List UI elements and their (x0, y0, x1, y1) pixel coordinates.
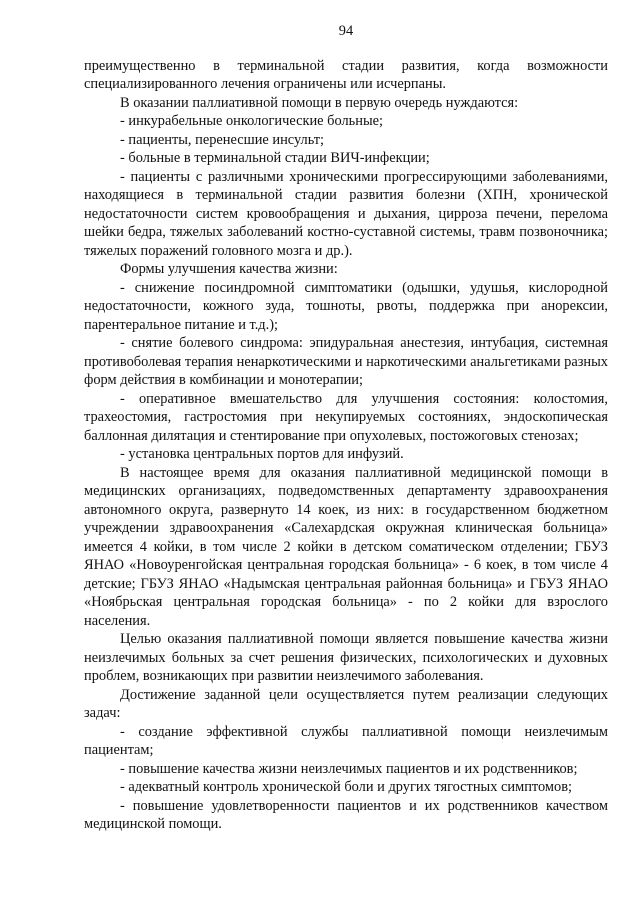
list-item-hiv: - больные в терминальной стадии ВИЧ-инфекции; (120, 150, 430, 166)
list-item-symptoms: - снижение посиндромной симптоматики (одышки, удушья, кислородной недостаточности, кожного зуда, тошноты, рвоты, поддержка при анорексии, парентеральное питание и т.д.); (84, 279, 608, 333)
list-item-pain-control: - адекватный контроль хронической боли и других тягостных симптомов; (120, 779, 573, 795)
list-item-service: - создание эффективной службы паллиативной помощи неизлечимым пациентам; (84, 723, 608, 758)
list-item-oncology: - инкурабельные онкологические больные; (120, 113, 383, 129)
list-item-pain: - снятие болевого синдрома: эпидуральная анестезия, интубация, системная противоболевая терапия ненаркотическими и наркотическими анальгетиками разных форм действия в комбинации и монотерапии; (84, 335, 608, 388)
list-item-chronic: - пациенты с различными хроническими прогрессирующими заболеваниями, находящиеся в терминальной стадии развития болезни (ХПН, хронической недостаточности систем кровообращения и дыхания, цирроза печени, перелома шейки бедра, тяжелых заболеваний костно-суставной системы, травм позвоночника; тяжелых поражений головного мозга и др.). (84, 168, 608, 259)
list-item-quality: - повышение качества жизни неизлечимых пациентов и их родственников; (120, 760, 578, 777)
document-page (84, 22, 608, 834)
paragraph-needs-intro: В оказании паллиативной помощи в первую очередь нуждаются: (120, 94, 519, 111)
list-item-ports: - установка центральных портов для инфузий. (120, 446, 404, 462)
paragraph-tasks-intro: Достижение заданной цели осуществляется путем реализации следующих задач: (84, 686, 608, 721)
list-item-stroke: - пациенты, перенесшие инсульт; (120, 131, 325, 148)
paragraph-goal: Целью оказания паллиативной помощи является повышение качества жизни неизлечимых больных за счет решения физических, психологических и духовных проблем, возникающих при развитии неизлечимого заболевания. (84, 631, 608, 684)
list-item-surgery: - оперативное вмешательство для улучшения состояния: колостомия, трахеостомия, гастростомия при некупируемых состояниях, эндоскопическая баллонная дилятация и стентирование при опухолевых, постожоговых стенозах; (84, 390, 608, 444)
paragraph-continuation: преимущественно в терминальной стадии развития, когда возможности специализированного лечения ограничены или исчерпаны. (84, 57, 608, 92)
paragraph-beds: В настоящее время для оказания паллиативной медицинской помощи в медицинских организациях, подведомственных департаменту здравоохранения автономного округа, развернуто 14 коек, из них: в государственном бюджетном учреждении здравоохранения «Салехардская окружная клиническая больница» имеется 4 койки, в том числе 2 койки в детском соматическом отделении; ГБУЗ ЯНАО «Новоуренгойская центральная городская больница» - 6 коек, в том числе 4 детские; ГБУЗ ЯНАО «Надымская центральная районная больница» и ГБУЗ ЯНАО «Ноябрьская центральная городская больница» - по 2 койки для взрослого населения. (84, 464, 608, 629)
page-number: 94 (338, 23, 354, 39)
paragraph-forms-intro: Формы улучшения качества жизни: (120, 261, 338, 277)
list-item-satisfaction: - повышение удовлетворенности пациентов и их родственников качеством медицинской помощи. (84, 797, 608, 832)
